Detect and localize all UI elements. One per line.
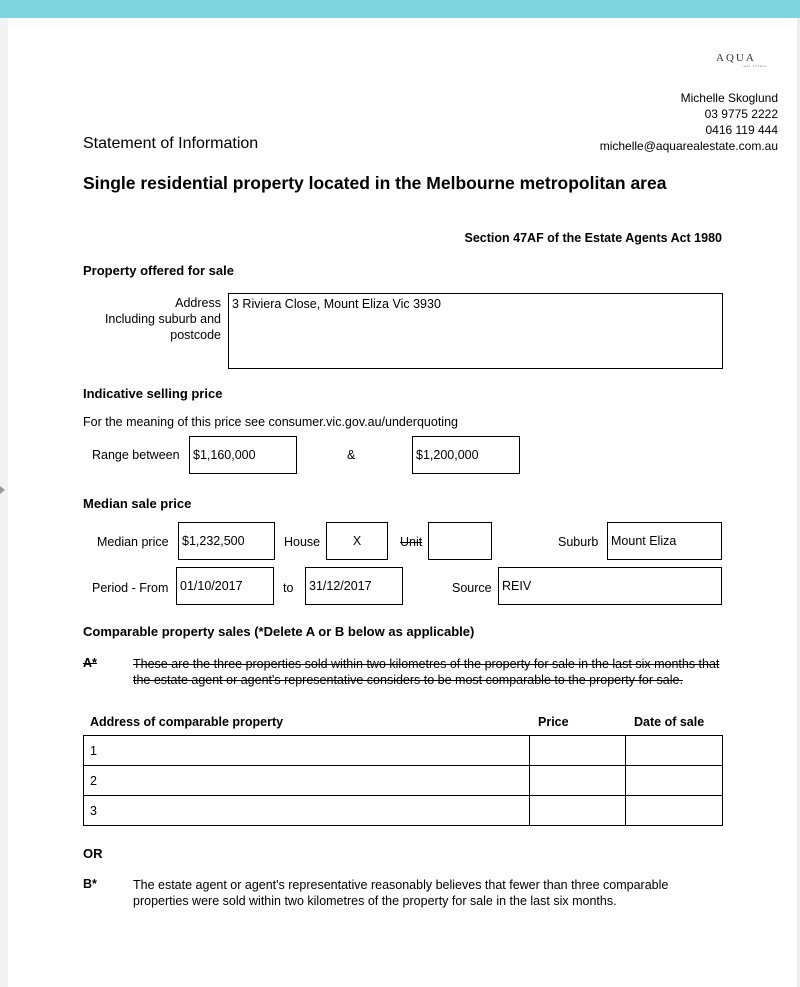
- range-high-field[interactable]: $1,200,000: [412, 436, 520, 474]
- median-price-label: Median price: [97, 535, 169, 549]
- period-to-label: to: [283, 581, 294, 595]
- option-b-marker: B*: [83, 877, 97, 891]
- agent-name: Michelle Skoglund: [680, 91, 778, 105]
- col-address-header: Address of comparable property: [90, 715, 284, 729]
- table-row: [84, 796, 723, 826]
- comparable-date-cell[interactable]: [626, 736, 723, 766]
- range-low-field[interactable]: $1,160,000: [189, 436, 297, 474]
- table-row: [84, 766, 723, 796]
- col-price-header: Price: [538, 715, 569, 729]
- property-heading: Property offered for sale: [83, 263, 234, 278]
- comparable-address-cell[interactable]: 2: [84, 766, 530, 796]
- option-a-text: These are the three properties sold within two kilometres of the property for sale in the last six months that the estate agent or agent's representative considers to be most comparable to the property for sale.: [133, 657, 720, 687]
- address-label: [105, 295, 221, 343]
- option-a-marker: A*: [83, 656, 97, 670]
- indicative-heading: Indicative selling price: [83, 386, 223, 401]
- median-heading: Median sale price: [83, 496, 192, 511]
- comparable-price-cell[interactable]: [530, 766, 626, 796]
- comparable-address-cell[interactable]: 1: [84, 736, 530, 766]
- suburb-field[interactable]: Mount Eliza: [607, 522, 722, 560]
- period-from-label: Period - From: [92, 581, 169, 595]
- agent-email: michelle@aquarealestate.com.au: [599, 139, 778, 153]
- source-field[interactable]: REIV: [498, 567, 722, 605]
- indicative-note: For the meaning of this price see consumer.vic.gov.au/underquoting: [83, 415, 458, 429]
- aqua-logo: AQUA: [716, 52, 756, 64]
- address-label-line3: postcode: [170, 328, 221, 342]
- range-label: Range between: [92, 448, 180, 462]
- house-label: House: [284, 535, 321, 549]
- address-label-line2: Including suburb and: [104, 312, 221, 326]
- comparable-address-cell[interactable]: 3: [84, 796, 530, 826]
- aqua-logo-subtext: real estate: [742, 64, 768, 68]
- statement-title: Statement of Information: [83, 135, 259, 152]
- period-from-field[interactable]: 01/10/2017: [176, 567, 274, 605]
- agent-phone-office: 03 9775 2222: [704, 107, 778, 121]
- comparable-date-cell[interactable]: [626, 796, 723, 826]
- median-price-field[interactable]: $1,232,500: [178, 522, 275, 560]
- comparable-heading: Comparable property sales (*Delete A or B below as applicable): [83, 624, 475, 639]
- period-to-field[interactable]: 31/12/2017: [305, 567, 403, 605]
- address-label-line1: Address: [175, 296, 221, 310]
- comparable-price-cell[interactable]: [530, 736, 626, 766]
- agent-phone-mobile: 0416 119 444: [705, 123, 778, 137]
- page-title: Single residential property located in the Melbourne metropolitan area: [83, 173, 667, 193]
- option-b-text: The estate agent or agent's representative reasonably believes that fewer than three comparable properties were sold within two kilometres of the property for sale in the last six months.: [133, 878, 669, 908]
- suburb-label: Suburb: [558, 535, 599, 549]
- unit-label: Unit: [400, 535, 423, 549]
- comparable-table: [83, 735, 723, 826]
- col-date-header: Date of sale: [634, 715, 705, 729]
- comparable-price-cell[interactable]: [530, 796, 626, 826]
- left-expand-arrow-icon[interactable]: [0, 486, 5, 494]
- range-and-label: &: [347, 448, 356, 462]
- table-row: [84, 736, 723, 766]
- or-separator: OR: [83, 846, 103, 861]
- left-page-edge: [0, 18, 8, 987]
- unit-field[interactable]: [428, 522, 492, 560]
- comparable-date-cell[interactable]: [626, 766, 723, 796]
- house-field[interactable]: X: [326, 522, 388, 560]
- address-field[interactable]: 3 Riviera Close, Mount Eliza Vic 3930: [228, 293, 723, 369]
- source-label: Source: [452, 581, 492, 595]
- section-reference: Section 47AF of the Estate Agents Act 1980: [464, 231, 722, 245]
- agent-contact-block: [600, 90, 778, 154]
- top-color-bar: [0, 0, 800, 18]
